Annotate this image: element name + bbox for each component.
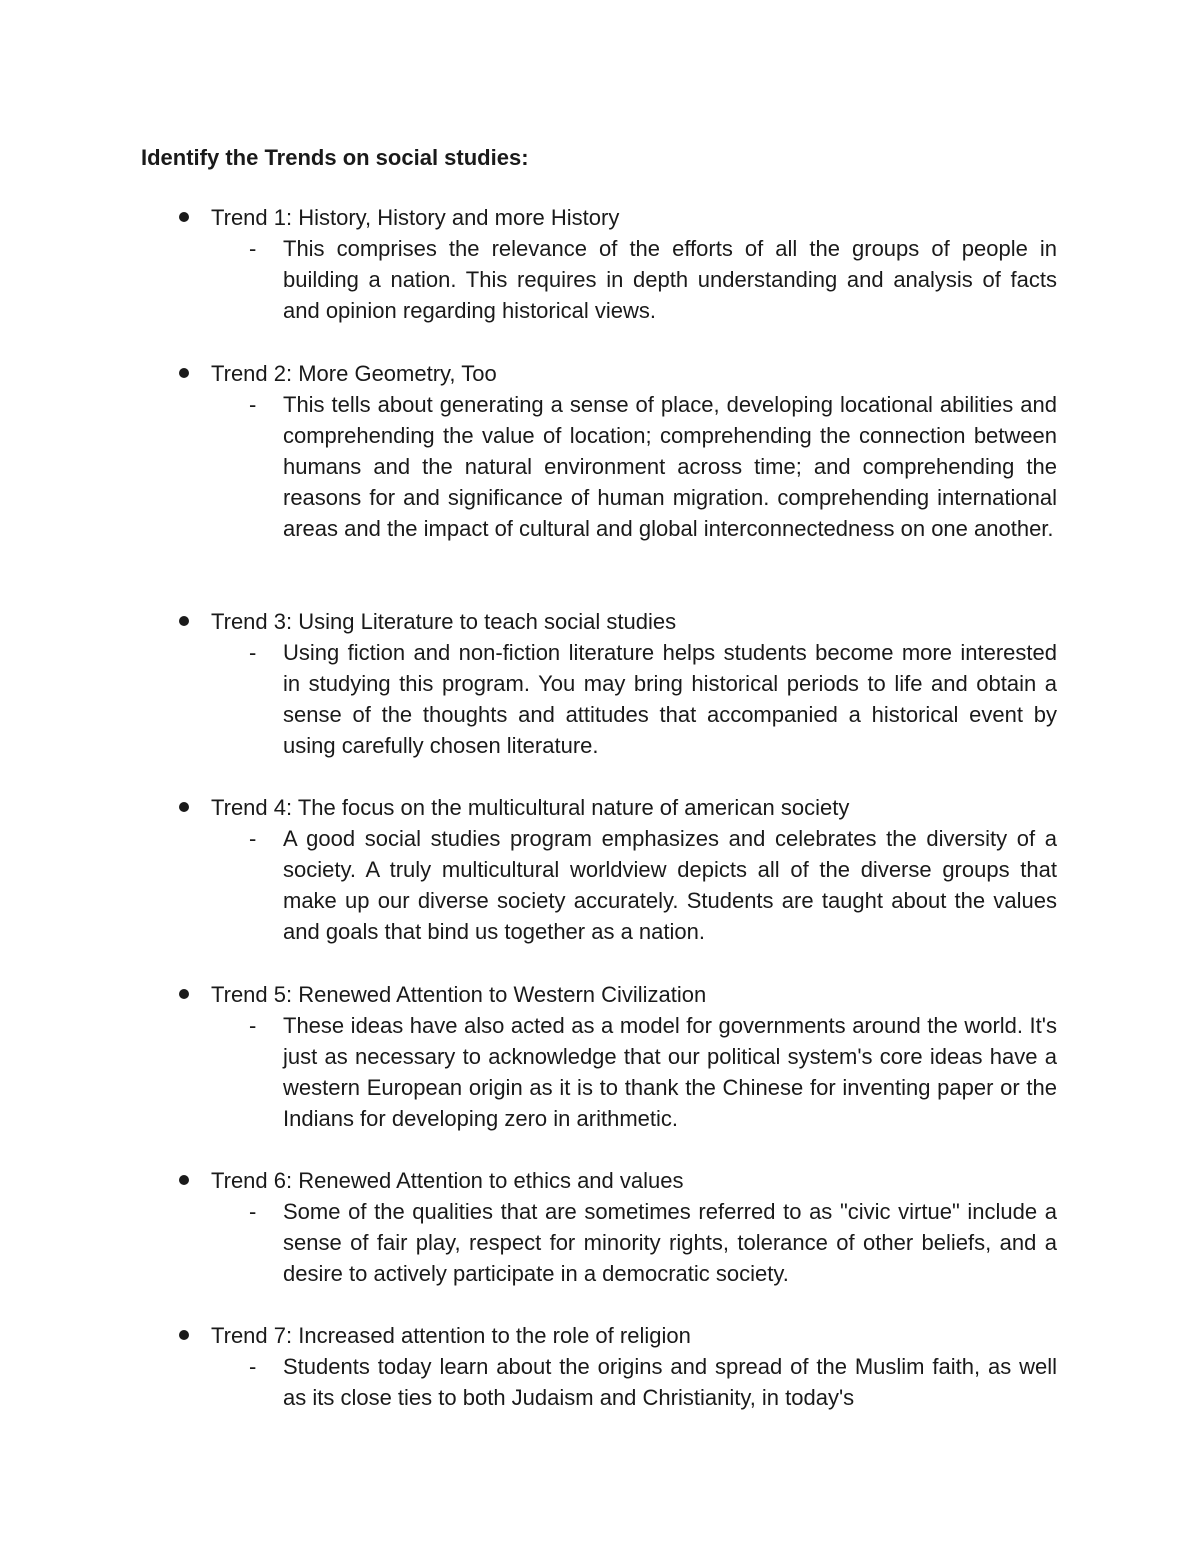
trend-description: These ideas have also acted as a model for governments around the world. It's just as necessary to acknowledge that our political system's core ideas have a western European origin as it is to thank the Chinese for inventing paper or the Indians for developing zero in arithmetic.	[283, 1013, 1057, 1131]
bullet-icon	[179, 212, 189, 222]
bullet-icon	[179, 989, 189, 999]
trend-heading: Trend 3: Using Literature to teach social studies	[211, 609, 677, 634]
trend-heading: Trend 7: Increased attention to the role of religion	[211, 1323, 691, 1348]
trend-description: This comprises the relevance of the efforts of all the groups of people in building a nation. This requires in depth understanding and analysis of facts and opinion regarding historical views.	[283, 236, 1057, 323]
bullet-icon	[179, 368, 189, 378]
dash-marker: -	[249, 1354, 257, 1379]
trend-description: This tells about generating a sense of place, developing locational abilities and comprehending the value of location; comprehending the connection between humans and the natural environment across time; and comprehending the reasons for and significance of human migration. comprehending international areas and the impact of cultural and global interconnectedness on one another.	[283, 392, 1057, 541]
trend-description: Some of the qualities that are sometimes referred to as "civic virtue" include a sense of fair play, respect for minority rights, tolerance of other beliefs, and a desire to actively participate in a democratic society.	[283, 1199, 1057, 1286]
dash-marker: -	[249, 392, 257, 417]
trend-heading: Trend 6: Renewed Attention to ethics and values	[211, 1168, 684, 1193]
trend-heading: Trend 5: Renewed Attention to Western Civilization	[211, 982, 707, 1007]
bullet-icon	[179, 616, 189, 626]
trend-heading: Trend 2: More Geometry, Too	[211, 361, 497, 386]
trend-description: Using fiction and non-fiction literature helps students become more interested in studying this program. You may bring historical periods to life and obtain a sense of the thoughts and attitudes that accompanied a historical event by using carefully chosen literature.	[283, 640, 1057, 758]
bullet-icon	[179, 802, 189, 812]
dash-marker: -	[249, 1199, 257, 1224]
bullet-icon	[179, 1330, 189, 1340]
dash-marker: -	[249, 826, 257, 851]
page-title: Identify the Trends on social studies:	[141, 145, 529, 170]
dash-marker: -	[249, 1013, 257, 1038]
trend-description: A good social studies program emphasizes and celebrates the diversity of a society. A truly multicultural worldview depicts all of the diverse groups that make up our diverse society accurately. Students are taught about the values and goals that bind us together as a nation.	[283, 826, 1057, 944]
trend-heading: Trend 1: History, History and more History	[211, 205, 620, 230]
dash-marker: -	[249, 640, 257, 665]
dash-marker: -	[249, 236, 257, 261]
trend-heading: Trend 4: The focus on the multicultural nature of american society	[211, 795, 850, 820]
bullet-icon	[179, 1175, 189, 1185]
trend-description: Students today learn about the origins and spread of the Muslim faith, as well as its close ties to both Judaism and Christianity, in today's	[283, 1354, 1057, 1410]
